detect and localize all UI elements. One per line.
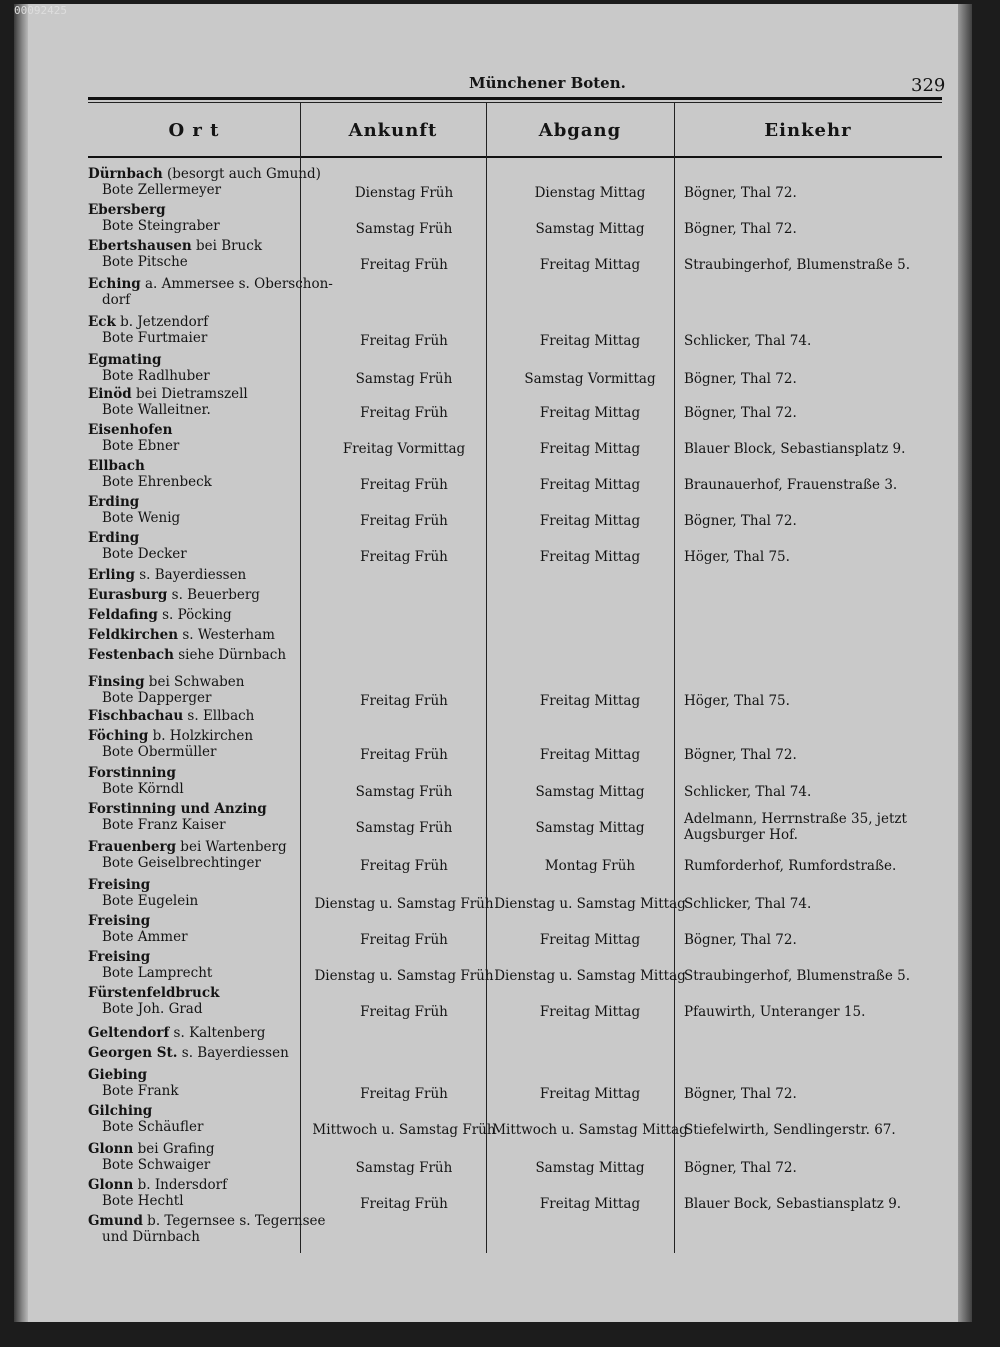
inn-cell: Adelmann, Herrnstraße 35, jetzt Augsburger Hof.	[684, 811, 907, 843]
inn-cell: Bögner, Thal 72.	[684, 513, 797, 529]
departure-cell: Freitag Mittag	[539, 1196, 641, 1212]
place-note: b. Tegernsee s. Tegernsee	[142, 1213, 326, 1229]
place-cell	[88, 314, 308, 346]
inn-cell: Straubingerhof, Blumenstraße 5.	[684, 257, 910, 273]
messenger-name: dorf	[102, 292, 131, 308]
place-name: Forstinning	[88, 765, 176, 781]
place-name: Giebing	[88, 1067, 148, 1083]
messenger-name: Bote Lamprecht	[102, 965, 213, 981]
place-note: bei Bruck	[191, 238, 262, 254]
departure-cell: Freitag Mittag	[539, 747, 641, 763]
messenger-name: Bote Dapperger	[102, 690, 212, 706]
place-cell	[88, 1067, 308, 1099]
departure-cell: Freitag Mittag	[539, 333, 641, 349]
place-cell	[88, 1213, 326, 1245]
messenger-name: Bote Radlhuber	[102, 368, 210, 384]
messenger-name: Bote Obermüller	[102, 744, 217, 760]
place-cell	[88, 202, 308, 234]
place-name: Freising	[88, 949, 151, 965]
place-note: s. Bayerdiessen	[177, 1045, 289, 1061]
messenger-name: Bote Zellermeyer	[102, 182, 222, 198]
departure-cell: Freitag Mittag	[539, 513, 641, 529]
scan-id: 00092425	[14, 4, 67, 17]
departure-cell: Samstag Mittag	[535, 221, 645, 237]
messenger-name: und Dürnbach	[102, 1229, 200, 1245]
departure-cell: Freitag Mittag	[539, 477, 641, 493]
place-cell	[88, 494, 308, 526]
messenger-name: Bote Hechtl	[102, 1193, 184, 1209]
place-name: Forstinning und Anzing	[88, 801, 267, 817]
inn-cell: Bögner, Thal 72.	[684, 932, 797, 948]
place-name: Georgen St.	[88, 1045, 178, 1061]
place-name: Finsing	[88, 674, 145, 690]
place-name: Feldkirchen	[88, 627, 179, 643]
arrival-cell: Samstag Früh	[355, 371, 453, 387]
place-name: Fürstenfeldbruck	[88, 985, 220, 1001]
arrival-cell: Dienstag Früh	[354, 185, 454, 201]
place-name: Gilching	[88, 1103, 153, 1119]
messenger-name: Bote Körndl	[102, 781, 184, 797]
place-name: Einöd	[88, 386, 132, 402]
arrival-cell: Freitag Früh	[360, 858, 448, 874]
messenger-name: Bote Eugelein	[102, 893, 199, 909]
place-note: a. Ammersee s. Oberschon-	[140, 276, 333, 292]
book-spine	[14, 4, 28, 1322]
inn-cell: Straubingerhof, Blumenstraße 5.	[684, 968, 910, 984]
place-cell	[88, 627, 308, 643]
header-rule-thin	[88, 102, 942, 103]
place-cell	[88, 1045, 308, 1061]
departure-cell: Freitag Mittag	[539, 1086, 641, 1102]
place-name: Fischbachau	[88, 708, 184, 724]
inn-cell: Braunauerhof, Frauenstraße 3.	[684, 477, 898, 493]
arrival-cell: Samstag Früh	[355, 221, 453, 237]
messenger-name: Bote Geiselbrechtinger	[102, 855, 261, 871]
departure-cell: Freitag Mittag	[539, 549, 641, 565]
departure-cell: Dienstag u. Samstag Mittag	[494, 896, 686, 912]
arrival-cell: Dienstag u. Samstag Früh	[314, 896, 494, 912]
place-cell	[88, 530, 308, 562]
place-note: siehe Dürnbach	[173, 647, 287, 663]
place-note: b. Indersdorf	[133, 1177, 228, 1193]
inn-cell: Blauer Bock, Sebastiansplatz 9.	[684, 1196, 902, 1212]
messenger-name: Bote Ehrenbeck	[102, 474, 212, 490]
arrival-cell: Freitag Früh	[360, 1196, 448, 1212]
arrival-cell: Samstag Früh	[355, 820, 453, 836]
place-cell	[88, 728, 308, 760]
place-name: Erding	[88, 494, 140, 510]
departure-cell: Dienstag Mittag	[534, 185, 646, 201]
arrival-cell: Samstag Früh	[355, 784, 453, 800]
messenger-name: Bote Furtmaier	[102, 330, 208, 346]
place-name: Eisenhofen	[88, 422, 173, 438]
place-cell	[88, 1141, 308, 1173]
place-note: b. Holzkirchen	[148, 728, 254, 744]
inn-cell: Stiefelwirth, Sendlingerstr. 67.	[684, 1122, 896, 1138]
place-name: Eck	[88, 314, 116, 330]
departure-cell: Montag Früh	[544, 858, 636, 874]
departure-cell: Samstag Mittag	[535, 820, 645, 836]
inn-cell: Rumforderhof, Rumfordstraße.	[684, 858, 897, 874]
place-cell	[88, 166, 321, 198]
inn-cell: Schlicker, Thal 74.	[684, 333, 812, 349]
place-name: Freising	[88, 877, 151, 893]
place-cell	[88, 1103, 308, 1135]
departure-cell: Samstag Vormittag	[524, 371, 656, 387]
place-name: Egmating	[88, 352, 162, 368]
messenger-name: Bote Frank	[102, 1083, 179, 1099]
messenger-name: Bote Ebner	[102, 438, 180, 454]
place-note: s. Pöcking	[157, 607, 232, 623]
inn-cell: Pfauwirth, Unteranger 15.	[684, 1004, 866, 1020]
place-cell	[88, 708, 308, 724]
messenger-name: Bote Schwaiger	[102, 1157, 211, 1173]
place-cell	[88, 985, 308, 1017]
place-note: s. Westerham	[178, 627, 275, 643]
place-cell	[88, 458, 308, 490]
inn-cell: Bögner, Thal 72.	[684, 221, 797, 237]
place-cell	[88, 587, 308, 603]
messenger-name: Bote Wenig	[102, 510, 181, 526]
place-note: s. Bayerdiessen	[134, 567, 247, 583]
column-header-einkehr: Einkehr	[764, 120, 852, 141]
page-edge	[958, 4, 972, 1322]
place-name: Ellbach	[88, 458, 145, 474]
departure-cell: Freitag Mittag	[539, 693, 641, 709]
place-name: Erding	[88, 530, 140, 546]
column-header-abgang: Abgang	[538, 120, 622, 141]
page-header-title: Münchener Boten.	[469, 74, 626, 92]
place-cell	[88, 607, 308, 623]
arrival-cell: Freitag Früh	[360, 257, 448, 273]
place-name: Ebertshausen	[88, 238, 192, 254]
arrival-cell: Freitag Früh	[360, 333, 448, 349]
inn-cell: Schlicker, Thal 74.	[684, 784, 812, 800]
place-cell	[88, 567, 308, 583]
arrival-cell: Freitag Früh	[360, 1004, 448, 1020]
arrival-cell: Freitag Vormittag	[342, 441, 466, 457]
arrival-cell: Freitag Früh	[360, 932, 448, 948]
place-name: Glonn	[88, 1141, 134, 1157]
column-header-ort: O r t	[168, 120, 220, 141]
place-cell	[88, 276, 333, 308]
place-note: bei Wartenberg	[176, 839, 287, 855]
place-cell	[88, 765, 308, 797]
departure-cell: Freitag Mittag	[539, 441, 641, 457]
messenger-name: Bote Franz Kaiser	[102, 817, 226, 833]
departure-cell: Freitag Mittag	[539, 932, 641, 948]
messenger-name: Bote Ammer	[102, 929, 188, 945]
place-name: Frauenberg	[88, 839, 177, 855]
place-note: s. Ellbach	[183, 708, 255, 724]
inn-cell: Höger, Thal 75.	[684, 549, 790, 565]
header-rule	[88, 97, 942, 100]
place-cell	[88, 386, 308, 418]
inn-cell: Höger, Thal 75.	[684, 693, 790, 709]
place-name: Freising	[88, 913, 151, 929]
place-cell	[88, 647, 308, 663]
column-divider	[486, 103, 487, 1253]
departure-cell: Samstag Mittag	[535, 1160, 645, 1176]
place-cell	[88, 238, 308, 270]
column-header-ankunft: Ankunft	[348, 120, 438, 141]
messenger-name: Bote Joh. Grad	[102, 1001, 203, 1017]
place-name: Eurasburg	[88, 587, 168, 603]
place-note: bei Schwaben	[144, 674, 245, 690]
arrival-cell: Freitag Früh	[360, 405, 448, 421]
place-note: bei Dietramszell	[131, 386, 248, 402]
inn-cell: Schlicker, Thal 74.	[684, 896, 812, 912]
book-page	[14, 4, 972, 1322]
departure-cell: Freitag Mittag	[539, 257, 641, 273]
place-name: Geltendorf	[88, 1025, 170, 1041]
inn-cell: Bögner, Thal 72.	[684, 747, 797, 763]
inn-cell: Bögner, Thal 72.	[684, 1086, 797, 1102]
departure-cell: Mittwoch u. Samstag Mittag	[492, 1122, 688, 1138]
place-name: Festenbach	[88, 647, 174, 663]
place-cell	[88, 422, 308, 454]
arrival-cell: Samstag Früh	[355, 1160, 453, 1176]
departure-cell: Dienstag u. Samstag Mittag	[494, 968, 686, 984]
place-note: bei Grafing	[133, 1141, 215, 1157]
place-cell	[88, 913, 308, 945]
inn-cell: Blauer Block, Sebastiansplatz 9.	[684, 441, 906, 457]
place-cell	[88, 1177, 308, 1209]
arrival-cell: Dienstag u. Samstag Früh	[314, 968, 494, 984]
messenger-name: Bote Walleitner.	[102, 402, 211, 418]
place-name: Eching	[88, 276, 141, 292]
messenger-name: Bote Steingraber	[102, 218, 220, 234]
arrival-cell: Freitag Früh	[360, 513, 448, 529]
place-note: (besorgt auch Gmund)	[162, 166, 321, 182]
place-cell	[88, 801, 308, 833]
place-cell	[88, 674, 308, 706]
arrival-cell: Freitag Früh	[360, 549, 448, 565]
place-cell	[88, 839, 308, 871]
departure-cell: Freitag Mittag	[539, 405, 641, 421]
place-name: Erling	[88, 567, 135, 583]
place-note: b. Jetzendorf	[115, 314, 209, 330]
page-number: 329	[911, 75, 946, 96]
inn-cell: Bögner, Thal 72.	[684, 405, 797, 421]
column-header-rule	[88, 156, 942, 158]
inn-cell: Bögner, Thal 72.	[684, 1160, 797, 1176]
arrival-cell: Freitag Früh	[360, 477, 448, 493]
arrival-cell: Freitag Früh	[360, 1086, 448, 1102]
place-cell	[88, 949, 308, 981]
arrival-cell: Freitag Früh	[360, 747, 448, 763]
inn-cell: Bögner, Thal 72.	[684, 185, 797, 201]
departure-cell: Samstag Mittag	[535, 784, 645, 800]
messenger-name: Bote Pitsche	[102, 254, 188, 270]
column-divider	[674, 103, 675, 1253]
place-name: Ebersberg	[88, 202, 166, 218]
place-cell	[88, 352, 308, 384]
place-note: s. Kaltenberg	[169, 1025, 266, 1041]
place-cell	[88, 1025, 308, 1041]
departure-cell: Freitag Mittag	[539, 1004, 641, 1020]
inn-cell: Bögner, Thal 72.	[684, 371, 797, 387]
place-name: Glonn	[88, 1177, 134, 1193]
place-name: Föching	[88, 728, 149, 744]
place-note: s. Beuerberg	[167, 587, 260, 603]
messenger-name: Bote Schäufler	[102, 1119, 204, 1135]
place-name: Gmund	[88, 1213, 143, 1229]
arrival-cell: Freitag Früh	[360, 693, 448, 709]
arrival-cell: Mittwoch u. Samstag Früh	[312, 1122, 496, 1138]
place-name: Feldafing	[88, 607, 158, 623]
messenger-name: Bote Decker	[102, 546, 187, 562]
place-name: Dürnbach	[88, 166, 163, 182]
place-cell	[88, 877, 308, 909]
